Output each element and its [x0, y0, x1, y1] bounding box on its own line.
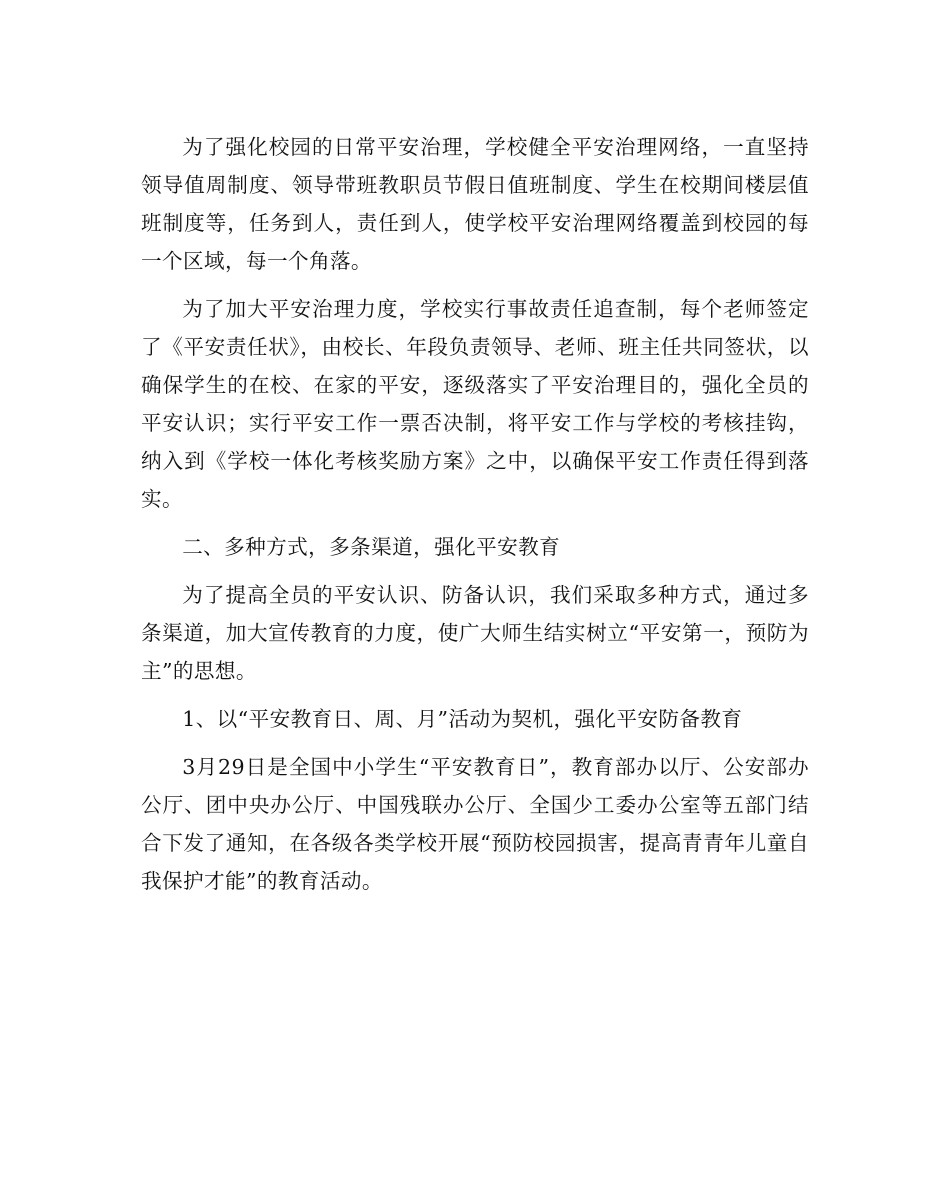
paragraph-daily-safety-management: 为了强化校园的日常平安治理，学校健全平安治理网络，一直坚持领导值周制度、领导带班教职员节假日值班制度、学生在校期间楼层值班制度等，任务到人，责任到人，使学校平安治理网络覆盖到校园的每一个区域，每一个角落。: [141, 135, 809, 273]
subheading-safety-education-day: 1、以“平安教育日、周、月”活动为契机，强化平安防备教育: [182, 707, 743, 731]
section-heading-safety-education: 二、多种方式，多条渠道，强化平安教育: [182, 535, 561, 559]
paragraph-accountability-system: 为了加大平安治理力度，学校实行事故责任追查制，每个老师签定了《平安责任状》，由校长、年段负责领导、老师、班主任共同签状，以确保学生的在校、在家的平安，逐级落实了平安治理目的，强化全员的平安认识；实行平安工作一票否决制，将平安工作与学校的考核挂钩，纳入到《学校一体化考核奖励方案》之中，以确保平安工作责任得到落实。: [141, 297, 809, 511]
paragraph-awareness-raising: 为了提高全员的平安认识、防备认识，我们采取多种方式，通过多条渠道，加大宣传教育的力度，使广大师生结实树立“平安第一，预防为主”的思想。: [141, 583, 809, 683]
document-body: [141, 128, 809, 910]
paragraph-march-29-notice: 3月29日是全国中小学生“平安教育日”，教育部办以厅、公安部办公厅、团中央办公厅、中国残联办公厅、全国少工委办公室等五部门结合下发了通知，在各级各类学校开展“预防校园损害，提高青青年儿童自我保护才能”的教育活动。: [141, 755, 809, 893]
